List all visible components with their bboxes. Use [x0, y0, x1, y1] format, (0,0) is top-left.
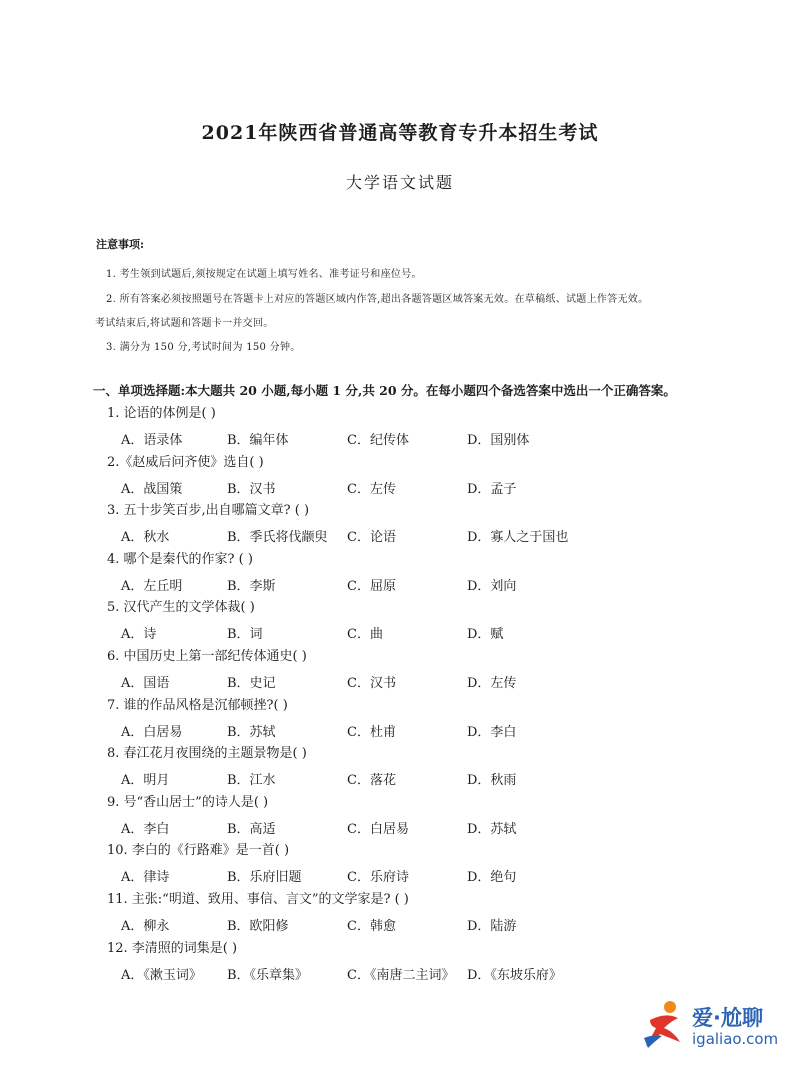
answer-option: A．明月: [121, 773, 170, 789]
answer-option: B．李斯: [227, 578, 276, 594]
answer-option: C．《南唐二主词》: [347, 967, 455, 983]
question-stem: 5. 汉代产生的文学体裁( ): [107, 600, 255, 616]
answer-option: D．刘向: [467, 578, 517, 594]
answer-option: C．杜甫: [347, 724, 396, 740]
answer-option: A．左丘明: [121, 578, 183, 594]
notice-heading: 注意事项:: [96, 238, 145, 251]
question-stem: 10. 李白的《行路难》是一首( ): [107, 843, 290, 859]
answer-option: C．韩愈: [347, 918, 396, 934]
question-item: [0, 937, 800, 986]
answer-option: B．汉书: [227, 481, 276, 497]
answer-option: C．乐府诗: [347, 870, 409, 886]
question-item: [0, 839, 800, 888]
answer-option: A．李白: [121, 821, 170, 837]
answer-option: C．曲: [347, 627, 383, 643]
answer-option: B．江水: [227, 773, 276, 789]
answer-option: D．苏轼: [467, 821, 517, 837]
answer-option: B．苏轼: [227, 724, 276, 740]
watermark-brand: 爱·尬聊: [692, 1006, 763, 1030]
answer-option: B．编年体: [227, 433, 289, 448]
answer-option: A．秋水: [121, 530, 170, 546]
section-heading: 一、单项选择题:本大题共 20 小题,每小题 1 分,共 20 分。在每小题四个备选答案中选出一个正确答案。: [93, 383, 676, 398]
exam-title: 2021年陕西省普通高等教育专升本招生考试: [201, 122, 599, 144]
answer-option: D．陆游: [467, 918, 517, 934]
answer-option: D．秋雨: [467, 773, 517, 789]
answer-option: A．律诗: [121, 870, 170, 886]
answer-option: D．《东坡乐府》: [467, 967, 562, 983]
question-stem: 3. 五十步笑百步,出自哪篇文章? ( ): [107, 503, 310, 519]
watermark-url: igaliao.com: [692, 1030, 779, 1048]
question-stem: 4. 哪个是秦代的作家? ( ): [107, 551, 253, 567]
answer-option: B．乐府旧题: [227, 870, 302, 886]
question-stem: 6. 中国历史上第一部纪传体通史( ): [107, 648, 307, 664]
question-stem: 12. 李清照的词集是( ): [107, 940, 238, 956]
question-item: [0, 742, 800, 791]
answer-option: A．国语: [121, 675, 170, 691]
answer-option: C．屈原: [347, 578, 396, 594]
answer-option: B．高适: [227, 821, 276, 837]
question-list: [0, 402, 800, 985]
answer-option: C．白居易: [347, 821, 409, 837]
answer-option: C．汉书: [347, 675, 396, 691]
answer-option: B．欧阳修: [227, 918, 289, 934]
answer-option: A．白居易: [121, 724, 183, 740]
answer-option: D．寡人之于国也: [467, 530, 569, 546]
question-stem: 11. 主张:“明道、致用、事信、言文”的文学家是? ( ): [107, 891, 409, 907]
answer-option: A．柳永: [121, 918, 170, 934]
question-stem: 1. 论语的体例是( ): [107, 406, 216, 421]
question-item: [0, 596, 800, 645]
exam-subtitle: 大学语文试题: [345, 173, 454, 192]
answer-option: A．战国策: [121, 481, 183, 497]
question-item: [0, 694, 800, 743]
notice-line: 1. 考生领到试题后,须按规定在试题上填写姓名、准考证号和座位号。: [106, 269, 422, 280]
question-item: [0, 548, 800, 597]
answer-option: C．论语: [347, 530, 396, 546]
answer-option: D．左传: [467, 675, 517, 691]
notice-line: 3. 满分为 150 分,考试时间为 150 分钟。: [106, 342, 301, 353]
runner-logo-icon: [640, 998, 690, 1050]
notice-line: 2. 所有答案必须按照题号在答题卡上对应的答题区域内作答,超出各题答题区域答案无效。在草稿纸、试题上作答无效。: [106, 294, 649, 305]
answer-option: B．《乐章集》: [227, 967, 309, 983]
answer-option: B．史记: [227, 675, 276, 691]
answer-option: A．《漱玉词》: [121, 967, 202, 983]
watermark: [640, 996, 790, 1056]
question-item: [0, 791, 800, 840]
answer-option: A．诗: [121, 627, 157, 643]
answer-option: C．落花: [347, 773, 396, 789]
notice-line: 考试结束后,将试题和答题卡一并交回。: [95, 318, 274, 329]
answer-option: B．季氏将伐颛臾: [227, 530, 328, 546]
answer-option: D．绝句: [467, 870, 517, 886]
answer-option: D．李白: [467, 724, 517, 740]
answer-option: A．语录体: [121, 433, 183, 448]
question-item: [0, 645, 800, 694]
question-item: [0, 888, 800, 937]
question-stem: 7. 谁的作品风格是沉郁顿挫?( ): [107, 697, 288, 713]
answer-option: C．左传: [347, 481, 396, 497]
question-stem: 2.《赵威后问齐使》选自( ): [107, 454, 264, 470]
question-item: [0, 499, 800, 548]
question-stem: 9. 号“香山居士”的诗人是( ): [107, 794, 269, 810]
answer-option: D．赋: [467, 627, 504, 643]
answer-option: C．纪传体: [347, 433, 409, 448]
question-item: [0, 402, 800, 451]
answer-option: D．国别体: [467, 433, 530, 448]
question-stem: 8. 春江花月夜围绕的主题景物是( ): [107, 746, 307, 762]
question-item: [0, 451, 800, 500]
answer-option: D．孟子: [467, 481, 517, 497]
answer-option: B．词: [227, 627, 263, 643]
